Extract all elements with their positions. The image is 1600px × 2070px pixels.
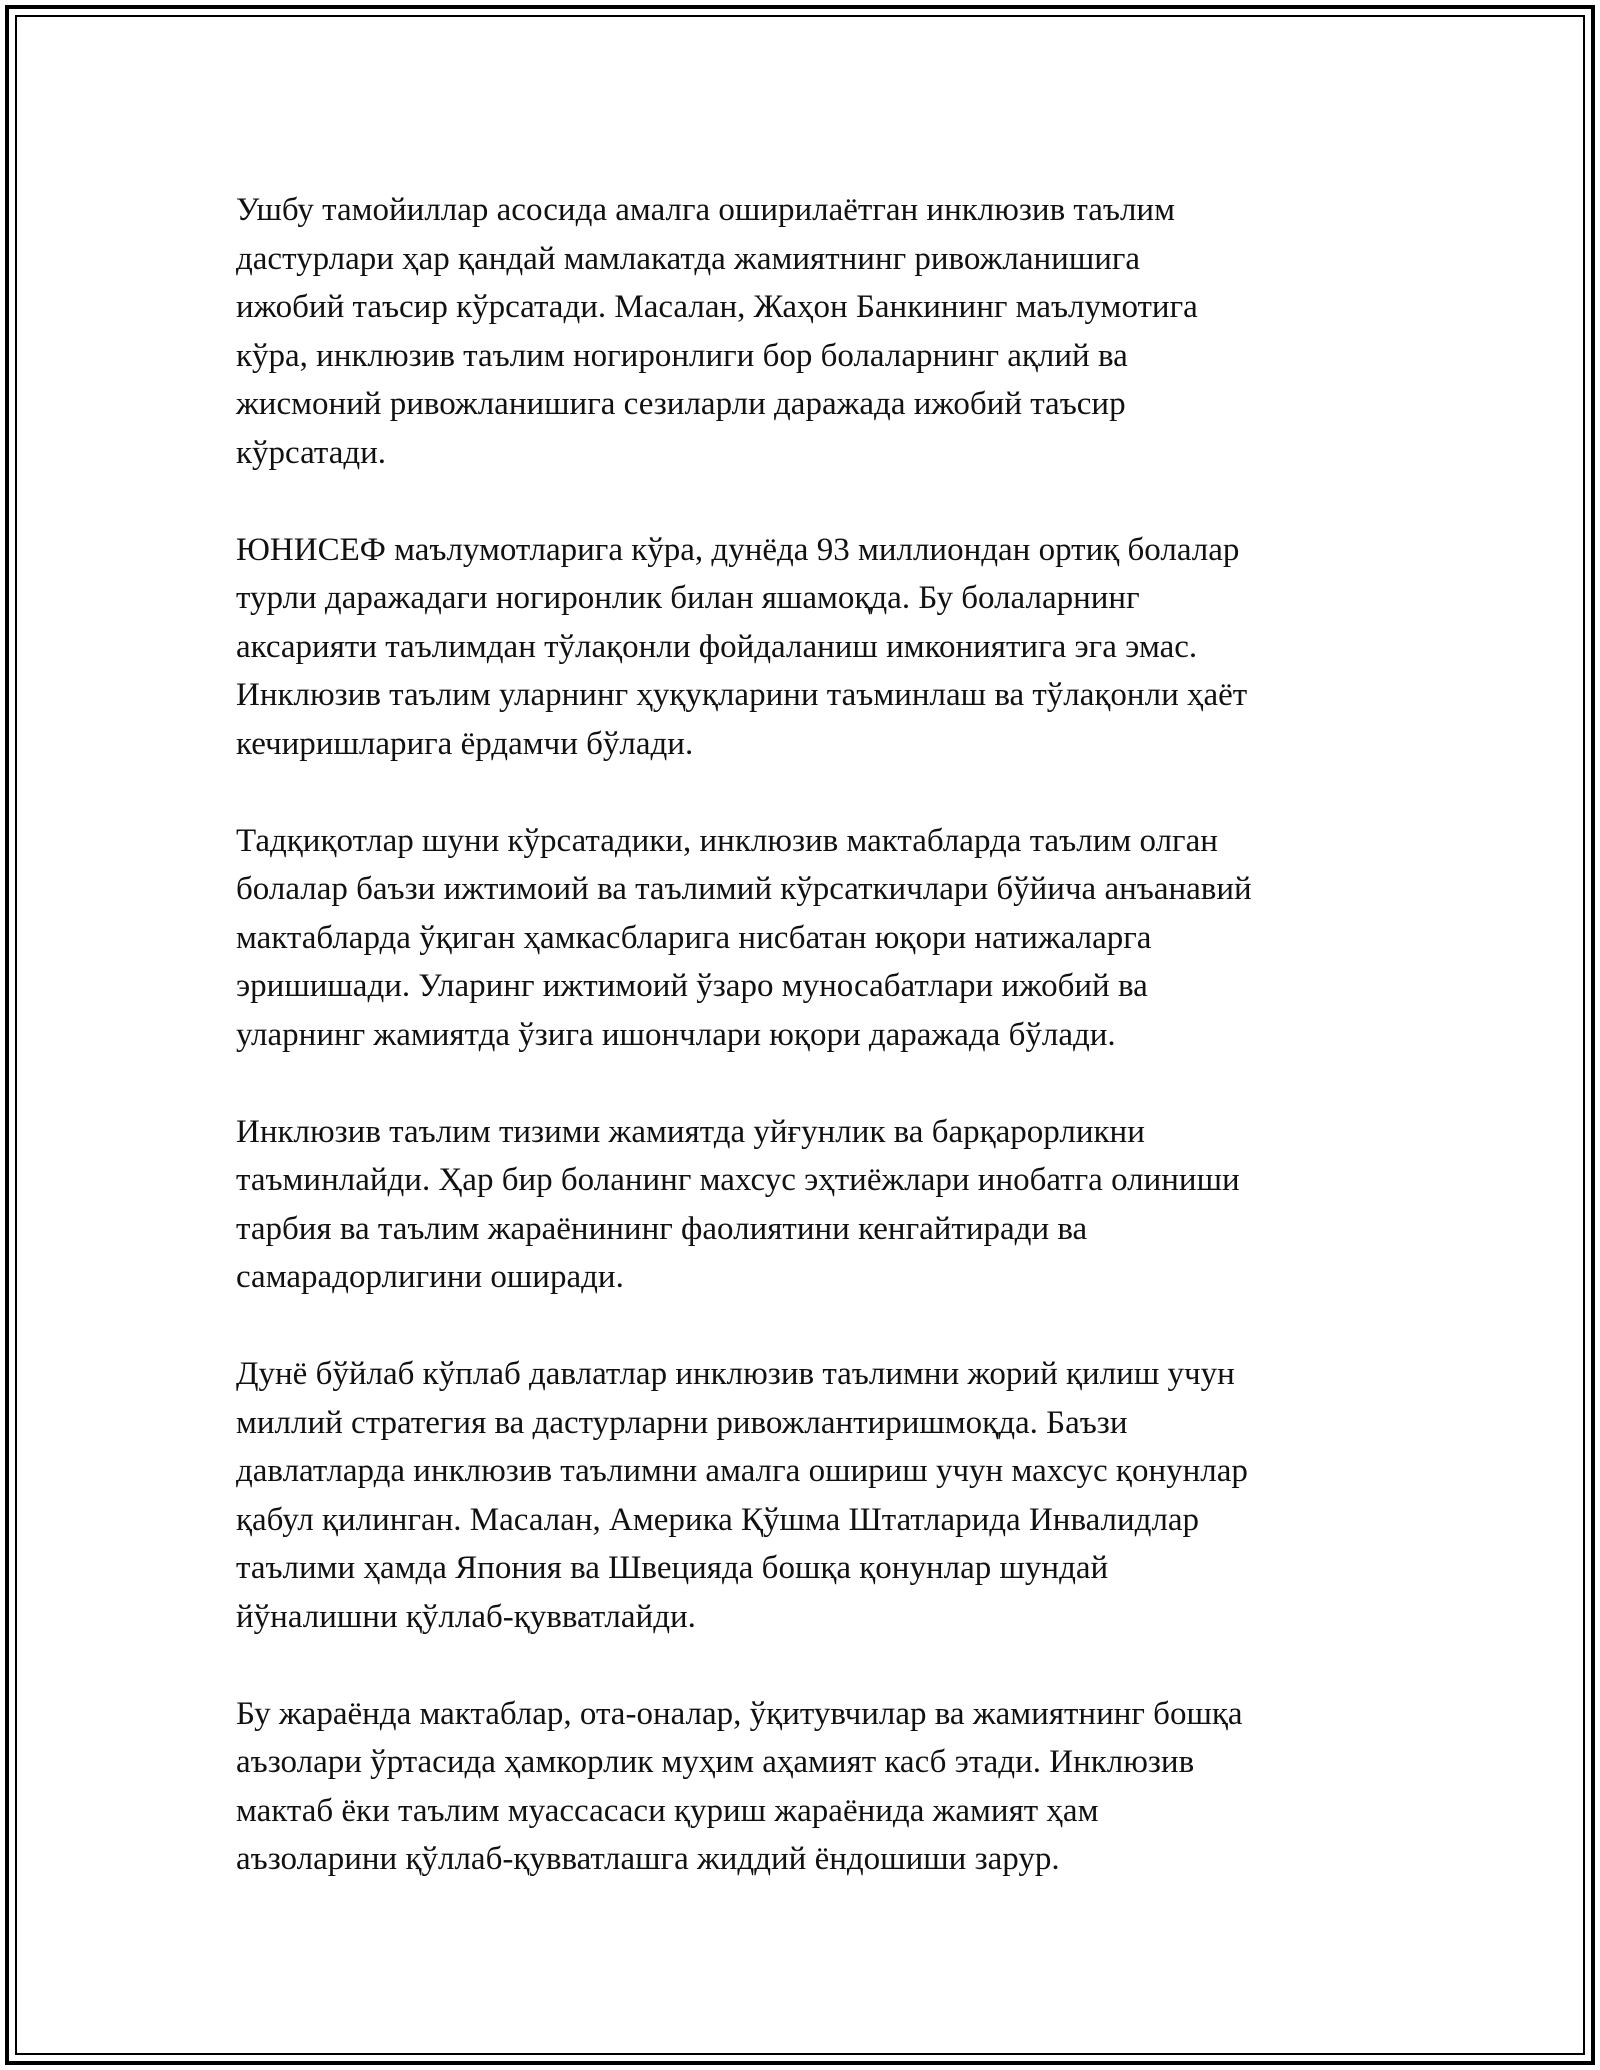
paragraph-2 — [236, 526, 1386, 769]
text-line: уларнинг жамиятда ўзига ишончлари юқори даражада бўлади. — [236, 1016, 1116, 1053]
text-line: мактаб ёки таълим муассасаси қуриш жараёнида жамият ҳам — [236, 1792, 1099, 1829]
text-line: аъзоларини қўллаб-қувватлашга жиддий ёндошиши зарур. — [236, 1841, 1060, 1877]
paragraph-5 — [236, 1350, 1386, 1641]
text-line: таълими ҳамда Япония ва Швецияда бошқа қонунлар шундай — [236, 1550, 1109, 1586]
text-line: аксарияти таълимдан тўлақонли фойдаланиш имкониятига эга эмас. — [236, 628, 1198, 665]
text-line: турли даражадаги ногиронлик билан яшамоқда. Бу болаларнинг — [236, 580, 1140, 616]
text-line: болалар баъзи ижтимоий ва таълимий кўрсаткичлари бўйича анъанавий — [236, 871, 1252, 907]
paragraph-1 — [236, 186, 1386, 477]
text-line: Тадқиқотлар шуни кўрсатадики, инклюзив мактабларда таълим олган — [236, 822, 1218, 859]
paragraph-6 — [236, 1690, 1386, 1884]
text-line: ЮНИСЕФ маълумотларига кўра, дунёда 93 миллиондан ортиқ болалар — [236, 531, 1240, 568]
text-line: Инклюзив таълим уларнинг ҳуқуқларини таъминлаш ва тўлақонли ҳаёт — [236, 677, 1248, 713]
text-line: дастурлари ҳар қандай мамлакатда жамиятнинг ривожланишига — [236, 240, 1141, 277]
text-line: ижобий таъсир кўрсатади. Масалан, Жаҳон Банкининг маълумотига — [236, 289, 1198, 325]
text-line: давлатларда инклюзив таълимни амалга ошириш учун махсус қонунлар — [236, 1453, 1248, 1489]
document-body — [236, 186, 1386, 1932]
text-line: самарадорлигини оширади. — [236, 1259, 624, 1295]
text-line: Ушбу тамойиллар асосида амалга оширилаётган инклюзив таълим — [236, 192, 1175, 228]
text-line: кечиришларига ёрдамчи бўлади. — [236, 725, 694, 762]
text-line: қабул қилинган. Масалан, Америка Қўшма Штатларида Инвалидлар — [236, 1501, 1200, 1538]
paragraph-4 — [236, 1108, 1386, 1302]
text-line: аъзолари ўртасида ҳамкорлик муҳим аҳамият касб этади. Инклюзив — [236, 1744, 1195, 1780]
text-line: кўрсатади. — [236, 434, 387, 471]
paragraph-3 — [236, 817, 1386, 1060]
text-line: тарбия ва таълим жараёнининг фаолиятини кенгайтиради ва — [236, 1210, 1088, 1247]
text-line: мактабларда ўқиган ҳамкасбларига нисбатан юқори натижаларга — [236, 919, 1152, 956]
text-line: таъминлайди. Ҳар бир боланинг махсус эҳтиёжлари инобатга олиниши — [236, 1162, 1240, 1198]
text-line: жисмоний ривожланишига сезиларли даражада ижобий таъсир — [236, 386, 1126, 422]
text-line: йўналишни қўллаб-қувватлайди. — [236, 1598, 696, 1635]
text-line: Дунё бўйлаб кўплаб давлатлар инклюзив таълимни жорий қилиш учун — [236, 1356, 1235, 1392]
text-line: Бу жараёнда мактаблар, ота-оналар, ўқитувчилар ва жамиятнинг бошқа — [236, 1695, 1243, 1732]
text-line: кўра, инклюзив таълим ногиронлиги бор болаларнинг ақлий ва — [236, 337, 1128, 374]
text-line: Инклюзив таълим тизими жамиятда уйғунлик ва барқарорликни — [236, 1113, 1145, 1150]
text-line: миллий стратегия ва дастурларни ривожлантиришмоқда. Баъзи — [236, 1404, 1128, 1441]
text-line: эришишади. Уларинг ижтимоий ўзаро муносабатлари ижобий ва — [236, 968, 1148, 1004]
